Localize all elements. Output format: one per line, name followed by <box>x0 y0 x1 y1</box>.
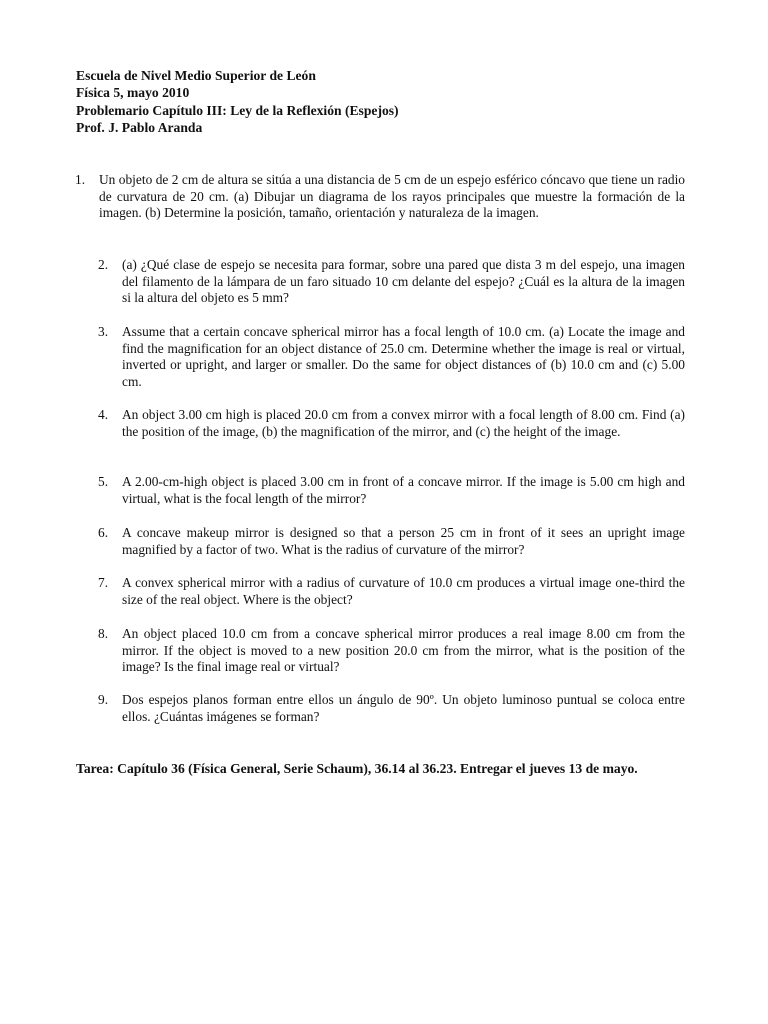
problem-3 <box>98 324 685 390</box>
problem-number: 9. <box>98 692 109 707</box>
document-header <box>76 67 399 137</box>
problem-text: A concave makeup mirror is designed so that a person 25 cm in front of it sees an upright image magnified by a factor of two. What is the radius of curvature of the mirror? <box>122 525 685 557</box>
course-date: Física 5, mayo 2010 <box>76 85 190 101</box>
problem-number: 3. <box>98 324 109 339</box>
problem-4 <box>98 407 685 440</box>
problem-number: 4. <box>98 407 109 422</box>
problem-7 <box>98 575 685 608</box>
problem-9 <box>98 692 685 725</box>
problem-2 <box>98 257 685 307</box>
problem-text: Dos espejos planos forman entre ellos un ángulo de 90º. Un objeto luminoso puntual se coloca entre ellos. ¿Cuántas imágenes se forman? <box>122 692 685 724</box>
professor-name: Prof. J. Pablo Aranda <box>76 120 203 136</box>
problem-text: An object placed 10.0 cm from a concave spherical mirror produces a real image 8.00 cm from the mirror. If the object is moved to a new position 20.0 cm from the mirror, what is the position of the image? Is the final image real or virtual? <box>122 626 685 675</box>
problem-text: Assume that a certain concave spherical mirror has a focal length of 10.0 cm. (a) Locate the image and find the magnification for an object distance of 25.0 cm. Determine whether the image is real or virtual, inverted or upright, and larger or smaller. Do the same for object distances of (b) 10.0 cm and (c) 5.00 cm. <box>122 324 685 389</box>
problem-number: 1. <box>75 172 86 187</box>
problem-number: 7. <box>98 575 109 590</box>
school-name: Escuela de Nivel Medio Superior de León <box>76 68 316 83</box>
document-title: Problemario Capítulo III: Ley de la Reflexión (Espejos) <box>76 102 399 118</box>
problem-text: Un objeto de 2 cm de altura se sitúa a una distancia de 5 cm de un espejo esférico cóncavo que tiene un radio de curvatura de 20 cm. (a) Dibujar un diagrama de los rayos principales que muestre la formación de la imagen. (b) Determine la posición, tamaño, orientación y naturaleza de la imagen. <box>99 172 685 221</box>
problem-number: 6. <box>98 525 109 540</box>
problem-text: An object 3.00 cm high is placed 20.0 cm from a convex mirror with a focal length of 8.00 cm. Find (a) the position of the image, (b) the magnification of the mirror, and (c) the height of the image. <box>122 407 685 439</box>
problem-number: 2. <box>98 257 109 272</box>
homework-note: Tarea: Capítulo 36 (Física General, Serie Schaum), 36.14 al 36.23. Entregar el jueves 13 de mayo. <box>76 761 638 776</box>
problem-1 <box>75 172 685 222</box>
problem-number: 8. <box>98 626 109 641</box>
problem-text: (a) ¿Qué clase de espejo se necesita para formar, sobre una pared que dista 3 m del espejo, una imagen del filamento de la lámpara de un faro situado 10 cm delante del espejo? ¿Cuál es la altura de la imagen si la altura del objeto es 5 mm? <box>122 257 685 306</box>
problem-5 <box>98 474 685 507</box>
problem-text: A convex spherical mirror with a radius of curvature of 10.0 cm produces a virtual image one-third the size of the real object. Where is the object? <box>122 575 685 607</box>
problem-8 <box>98 626 685 676</box>
problem-text: A 2.00-cm-high object is placed 3.00 cm in front of a concave mirror. If the image is 5.00 cm high and virtual, what is the focal length of the mirror? <box>122 474 685 506</box>
problem-6 <box>98 525 685 558</box>
problem-number: 5. <box>98 474 109 489</box>
